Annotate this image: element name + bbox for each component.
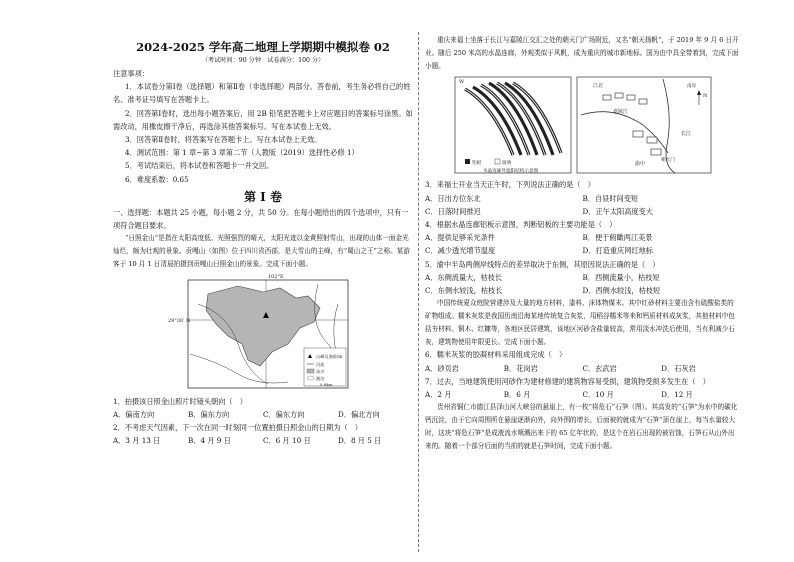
- q2-options: [113, 434, 413, 447]
- note-item: 1．本试卷分第Ⅰ卷（选择题）和第Ⅱ卷（非选择题）两部分。答卷前，考生务必将自己的姓名、准考证号填写在答题卡上。: [113, 82, 411, 105]
- label-jialing: 嘉陵江: [612, 109, 628, 116]
- note-item: 4．测试范围：第 1 章~第 3 章第二节（人教版（2019）选择性必修 1）: [125, 148, 359, 158]
- label-nanan: 南岸: [686, 84, 696, 90]
- label-chaotianmen: 朝天门: [660, 158, 675, 164]
- q4-option-d[interactable]: D．打造重庆网红地标: [582, 246, 653, 256]
- lat-label: 29°30′ N: [168, 317, 191, 324]
- passage-stalactite: 贵州省铜仁市德江县泽山河大峡谷的悬崖上，有一枚“将危石”石笋（图）。其高发的“石笋”为水中的碳化钙沉淀，由于它向周围所在悬崖逐渐向外，向外围的增长，后面被的就成为“石笋”顶在崖上，每当水量较大时，这块“将危石笋”是成液流水喷溅出来下的 65 亿年状的，是这个在岩石出现的被岩蚀，石笋石从山外出来的。随着一个部分后面的当前的就是石笋时间，完成下面小题。: [425, 403, 738, 450]
- raffles-figure-svg: [453, 75, 713, 175]
- label-yuzhong: 渝中: [634, 161, 645, 168]
- q6-option-b[interactable]: B．花岗岩: [503, 363, 538, 373]
- q5-option-a[interactable]: A．东侧流量大，枯枝长: [425, 272, 503, 282]
- q3-stem: 3．来福士开业当天正午时，下列说法正确的是（ ）: [425, 180, 595, 190]
- q7-option-a[interactable]: A．2 月: [425, 390, 452, 400]
- left-column: [113, 34, 413, 447]
- note-item: 5．考试结束后，将本试卷和答题卡一并交回。: [125, 161, 274, 171]
- note-item: 2．回答第Ⅰ卷时，选出每小题答案后，用 2B 铅笔把答题卡上对应题目的答案标号涂黑。如需改动，用橡皮擦干净后，再选涂其他答案标号。写在本试卷上无效。: [113, 108, 413, 131]
- scale-label: 0 8km: [320, 381, 333, 387]
- exam-info: （考试时间：90 分钟 试卷满分：100 分）: [201, 57, 325, 64]
- notes-heading: 注意事项：: [113, 69, 149, 78]
- legend-glass: 玻璃: [501, 161, 511, 167]
- q2-stem: 2．不考虑天气因素，下一次在同一时刻同一位置拍摄日照金山的日期为（ ）: [113, 423, 362, 433]
- q7-option-c[interactable]: C．10 月: [582, 390, 614, 400]
- q7-stem: 7．过去，当地建筑使用河砂作为建材修建的建筑物容易受损，建筑物受损多发生在（ ）: [425, 376, 710, 386]
- passage-mortar: 中国传统夏众庭院营建涉及大量的地方材料，漆料、沫体物煤末。其中红砂材料主要由含有硫酸盐类的矿物组成。糯米灰浆是我国历南沿海某地传统复合灰浆，用稻谷糯米等来和钙质材料成灰浆，其他材料中包括夯材料、铜木、红糠等，各地区民居建筑，该地区河砂含盐量较高，常用淡水冲洗后使用，当有利减少石灰，建筑物使用年限更长。完成下面小题。: [425, 299, 735, 346]
- q4-option-c[interactable]: C．减少透光增节温度: [425, 246, 496, 256]
- q5-stem: 5．渝中半岛两侧岸线特点的差异取决于东侧，其原因说法正确的是（ ）: [425, 259, 660, 269]
- figure-caption: 水晶连廊外遮阳结构示意图: [482, 169, 538, 175]
- q7-options: [425, 388, 740, 401]
- q1-stem: 1．拍摄该日照金山照片时镜头朝向（ ）: [113, 396, 247, 406]
- q1-options: [113, 408, 413, 421]
- q1-option-a[interactable]: A．偏南方向: [113, 409, 155, 419]
- lon-label: 102°E: [268, 273, 284, 280]
- page-title: 2024-2025 学年高二地理上学期期中模拟卷 02: [136, 40, 390, 54]
- north-label: N: [702, 93, 707, 100]
- legend-peak: 山峰及海拔/m: [316, 353, 343, 359]
- column-divider: [418, 32, 419, 552]
- section-intro: 一、选择题：本题共 25 小题，每小题 2 分，共 50 分。在每小题给出的四个选项中，只有一项符合题目要求。: [113, 207, 409, 231]
- q6-option-c[interactable]: C．玄武岩: [582, 363, 617, 373]
- q5-option-d[interactable]: D．西侧水较浅，枯枝短: [582, 286, 661, 296]
- note-item: 3．回答第Ⅱ卷时，将答案写在答题卡上。写在本试卷上无效。: [125, 135, 322, 145]
- q7-option-b[interactable]: B．6 月: [503, 390, 531, 400]
- q3-option-d[interactable]: D．正午太阳高度变大: [582, 206, 653, 216]
- passage-gongga: “日照金山”是指在太阳高度低、光照强烈的晴天，太阳光迹以金黄照射雪山，出现的山体一面金光灿烂，颇为壮观的景象。贡嘎山（如图）位于四川省西部，是大雪山的主峰，有“蜀山之王”之称。某游客于 10 月 1 日清晨拍摄到贡嘎山日照金山的景象。完成下面小题。: [113, 234, 410, 268]
- q2-option-c[interactable]: C．6 月 10 日: [263, 436, 311, 446]
- q6-stem: 6．糯米灰浆的胶凝材料采用组成完成（ ）: [425, 350, 567, 360]
- legend-glacier: 冰川: [316, 368, 325, 374]
- q2-option-a[interactable]: A．3 月 13 日: [113, 436, 161, 446]
- q1-option-c[interactable]: C．偏东方向: [263, 409, 305, 419]
- q5-option-b[interactable]: B．西侧流量小，枯枝短: [582, 272, 660, 282]
- right-column: [425, 34, 740, 452]
- q5-option-c[interactable]: C．东侧水较浅，枯枝长: [425, 286, 503, 296]
- q2-option-d[interactable]: D．8 月 5 日: [338, 436, 382, 446]
- q4-stem: 4．根据水晶连廊铝板示意图，判断铝板的主要功能是（ ）: [425, 220, 617, 229]
- label-jiangbei: 江北: [592, 83, 603, 90]
- q6-options: [425, 362, 740, 375]
- q3-options: [425, 192, 740, 218]
- gongga-map-svg: [168, 274, 358, 392]
- q4-option-b[interactable]: B．便于俯瞰两江美景: [582, 233, 653, 243]
- gongga-map: [168, 274, 358, 392]
- legend-aluminum: 铝板: [471, 161, 481, 167]
- q1-option-b[interactable]: B．偏东方向: [188, 409, 230, 419]
- q7-option-d[interactable]: D．12 月: [661, 390, 693, 400]
- q4-options: [425, 231, 740, 257]
- compass-w: W: [458, 79, 464, 86]
- passage-raffles: 重庆来福士坐落于长江与嘉陵江交汇之处的朝天门广场附近，又名“朝天扬帆”，于 2019 年 9 月 6 日开业。随后 250 米高的水晶连廊，外观类似于风帆，成为重庆的城市新地标。国为由中具全带着到，完成下面小题。: [425, 36, 739, 70]
- legend-lake: 湖泊: [316, 375, 325, 381]
- q4-option-a[interactable]: A．提供足够采光条件: [425, 233, 495, 243]
- note-item: 6．难度系数：0.65: [125, 174, 189, 184]
- q3-option-b[interactable]: B．自昼时间变短: [582, 193, 639, 203]
- section-title: 第 I 卷: [244, 189, 282, 204]
- q2-option-b[interactable]: B．4 月 9 日: [188, 436, 231, 446]
- q3-option-c[interactable]: C．日落时间推迟: [425, 206, 481, 216]
- q3-option-a[interactable]: A．日出方位东北: [425, 193, 481, 203]
- q6-option-d[interactable]: D．石灰岩: [661, 363, 696, 373]
- q6-option-a[interactable]: A．砂页岩: [425, 363, 459, 373]
- label-changjiang: 长江: [680, 131, 691, 138]
- raffles-figure: [453, 75, 713, 175]
- legend-river: 河流: [316, 361, 325, 367]
- q5-options: [425, 271, 740, 297]
- q1-option-d[interactable]: D．偏北方向: [338, 409, 380, 419]
